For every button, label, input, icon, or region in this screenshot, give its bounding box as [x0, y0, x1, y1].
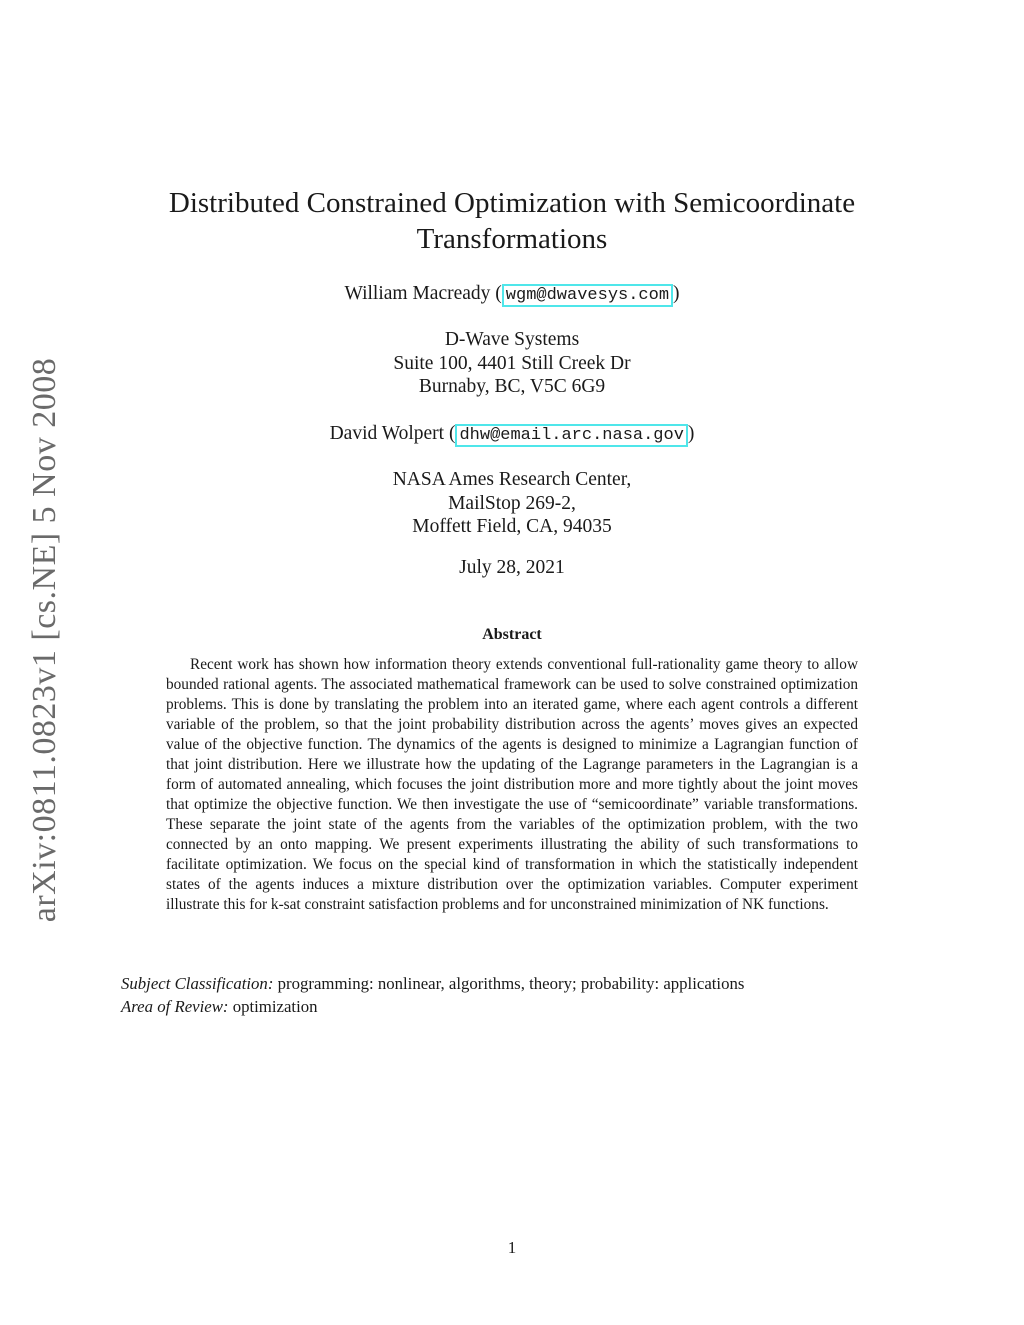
area-of-review-label: Area of Review:: [121, 997, 229, 1016]
author-name: William Macready: [344, 283, 491, 304]
subject-classification-line: [121, 972, 881, 995]
affiliation-line: Burnaby, BC, V5C 6G9: [418, 376, 606, 397]
affiliation-line: NASA Ames Research Center,: [392, 469, 632, 490]
author-email-link[interactable]: dhw@email.arc.nasa.gov: [455, 424, 687, 447]
paper-title: Distributed Constrained Optimization with Semicoordinate Transformations: [168, 187, 856, 255]
author-name: David Wolpert: [329, 423, 445, 444]
abstract-body: Recent work has shown how information theory extends conventional full-rationality game theory to allow bounded rational agents. The associated mathematical framework can be used to solve constrained optimization problems. This is done by translating the problem into an iterated game, where each agent controls a different variable of the problem, so that the joint probability distribution across the agents’ moves gives an expected value of the objective function. The dynamics of the agents is designed to minimize a Lagrangian function of that joint distribution. Here we illustrate how the updating of the Lagrange parameters in the Lagrangian is a form of automated annealing, which focuses the joint distribution more and more tightly about the joint moves that optimize the objective function. We then investigate the use of “semicoordinate” variable transformations. These separate the joint state of the agents from the variables of the optimization problem, with the two connected by an onto mapping. We present experiments illustrating the ability of such transformations to facilitate optimization. We focus on the special kind of transformation in which the statistically independent states of the agents induces a mixture distribution over the optimization variables. Computer experiment illustrate this for k-sat constraint satisfaction problems and for unconstrained minimization of NK functions.: [166, 656, 858, 913]
area-of-review-value: optimization: [232, 997, 318, 1016]
affiliation-line: D-Wave Systems: [444, 329, 580, 350]
arxiv-identifier-stamp: arXiv:0811.0823v1 [cs.NE] 5 Nov 2008: [26, 357, 63, 923]
affiliation-block-2: [130, 468, 894, 539]
author-line-2: David Wolpert ( dhw@email.arc.nasa.gov ): [329, 423, 695, 445]
affiliation-block-1: [130, 328, 894, 399]
classification-block: [121, 972, 881, 1018]
affiliation-line: MailStop 269-2,: [448, 492, 576, 514]
paper-date: July 28, 2021: [459, 557, 565, 578]
affiliation-line: Suite 100, 4401 Still Creek Dr: [393, 352, 631, 374]
subject-classification-value: programming: nonlinear, algorithms, theory; probability: applications: [277, 974, 745, 993]
abstract-heading: Abstract: [482, 626, 542, 643]
author-email-link[interactable]: wgm@dwavesys.com: [502, 284, 673, 307]
author-line-1: William Macready ( wgm@dwavesys.com ): [344, 283, 680, 305]
page-number: 1: [507, 1238, 517, 1257]
subject-classification-label: Subject Classification:: [121, 974, 274, 993]
affiliation-line: Moffett Field, CA, 94035: [412, 516, 612, 537]
area-of-review-line: [121, 995, 881, 1018]
